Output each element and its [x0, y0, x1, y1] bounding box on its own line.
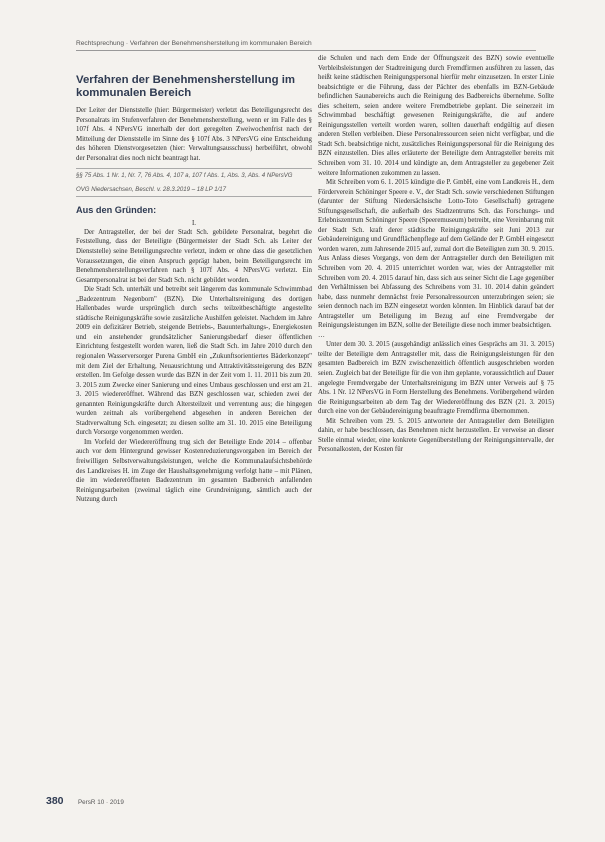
omission-marker: …: [318, 331, 325, 339]
page-number: 380: [46, 795, 64, 807]
body-paragraph: Der Antragsteller, der bei der Stadt Sch. gebildete Personalrat, begehrt die Feststellung, dass der Beteiligte (Bürgermeister der Stadt Sch. als Leiter der Dienststelle) seine Beteiligungsrechte verletzt, indem er ohne dass die gesetzlichen Voraussetzungen, die einen Anspruch geprägt haben, beim Beteiligungsrecht im Benehmensherstellungsverfahren nach § 107f Abs. 4 NPersVG verletzt. Ein Gesamtpersonalrat ist bei der Stadt Sch. nicht gebildet worden.: [76, 228, 312, 284]
page-footer: [46, 791, 124, 809]
body-paragraph: Mit Schreiben vom 6. 1. 2015 kündigte die P. GmbH, eine vom Landkreis H., dem Förderverein Schöninger Speere e. V., der Stadt Sch. sowie verschiedenen Stiftungen (darunter der Stiftung Niedersächsische Lotto-Toto Gesellschaft) getragene Stiftungsgesellschaft, die außerhalb des Stadtzentrums Sch. das Forschungs- und Erlebniszentrum Schöninger Speere (Speeremuseum) betreibt, eine Vereinbarung mit der Stadt Sch. kraft derer städtische Reinigungskräfte seit Juni 2013 zur Gebäudereinigung und Grundflächenpflege auf dem Gelände der P. GmbH eingesetzt worden waren, zum Jahresende 2015 auf, zumal dort die Beteiligten zum 30. 9. 2015. Aus Anlass dieses Vorgangs, von dem der Antragsteller durch den Beteiligten mit Schreiben vom 20. 4. 2015 unterrichtet worden war, wies der Antragsteller mit Schreiben vom 20. 4. 2015 darauf hin, dass sich aus seiner Sicht die Lage gegenüber den Verhältnissen bei Abfassung des Schreibens vom 31. 10. 2014 dahin geändert habe, dass nunmehr demnächst freie Personalressourcen unterzubringen seien; sie seien dennoch nach im BZN eingesetzt worden könnten. Im Hinblick darauf bat der Antragsteller um Beteiligung im Bezug auf eine Fremdvergabe der Reinigungsleistungen im BZN, sollte der Beteiligte diese noch immer beabsichtigen.: [318, 179, 554, 330]
statute-citation: §§ 75 Abs. 1 Nr. 1, Nr. 7, 76 Abs. 4, 107 a, 107 f Abs. 1, Abs. 3, Abs. 4 NPersVG: [76, 168, 312, 181]
lead-paragraph: Der Leiter der Dienststelle (hier: Bürgermeister) verletzt das Beteiligungsrecht des Personalrats im Stufenverfahren der Benehmensherstellung, wenn er im Falle des § 107f Abs. 4 NPersVG innerhalb der dort geregelten Zweiwochenfrist nach der Mitteilung der Dienststelle im Sinne des § 107f Abs. 3 NPersVG eine Entscheidung des höheren Dienstvorgesetzten (hier: Verwaltungsausschuss) herbeiführt, obwohl der Personalrat dies noch nicht beantragt hat.: [76, 107, 312, 162]
body-paragraph: die Schulen und nach dem Ende der Öffnungszeit des BZN) sowie eventuelle Verbleibsleistungen der Stadtreinigung durch Fremdfirmen ausführen zu lassen, das heißt keine städtischen Reinigungspersonal hierfür mehr einzusetzen. In erster Linie beabsichtigte er die Führung, dass der Pächter des ebenfalls im BZN-Gebäude befindlichen Saunabereichs auch die Reinigung des Badbereichs übernehme. Sollte dies scheitern, seien andere weitere Fremdbetriebe geplant. Die seinerzeit im Schwimmbad beschäftigt gewesenen Reinigungskräfte, die auf andere Reinigungsstellen verteilt worden waren, sollten dauerhaft endgültig auf diesen anderen Stellen verbleiben. Diese Personalressourcen seien nicht verfügbar, und die Stadt Sch. beabsichtige nicht, zusätzliches Reinigungspersonal für die Reinigung des BZN einzustellen. Dies alles erläuterte der Beteiligte dem Antragsteller bereits mit Schreiben vom 31. 10. 2014 und kündigte an, dem Antragsteller zu gegebener Zeit weitere Informationen zukommen zu lassen.: [318, 55, 554, 177]
body-paragraph: Mit Schreiben vom 29. 5. 2015 antwortete der Antragsteller dem Beteiligten dahin, er habe beschlossen, das Benehmen nicht herzustellen. Er verweise an dieser Stelle einmal wieder, eine konkrete Gegenüberstellung der Reinigungsintervalle, der Personalkosten, der Kosten für: [318, 417, 554, 454]
body-paragraph: Die Stadt Sch. unterhält und betreibt seit längerem das kommunale Schwimmbad „Badezentrum Negenborn" (BZN). Die Unterhaltsreinigung des dortigen Hallenbades wurde ursprünglich durch sechs teilzeitbeschäftigte angestellte städtische Reinigungskräfte sowie zusätzliche Aushilfen geleistet. Nachdem im Jahre 2009 ein defizitärer Betrieb, steigende Betriebs-, Bauunterhaltungs-, Energiekosten und ein anstehender grundsätzlicher Sanierungsbedarf dieser öffentlichen Einrichtung festgestellt worden waren, ließ die Stadt Sch. im Jahre 2010 durch den regionalen Wasserversorger Purena GmbH ein „Zukunftsorientiertes Bäderkonzept" mit dem Ziel der Erhaltung, Neuausrichtung und Attraktivitätssteigerung des BZN erstellen. Im Gefolge dessen wurde das BZN in der Zeit vom 1. 11. 2011 bis zum 20. 3. 2015 zum Zwecke einer Sanierung und eines Umbaus geschlossen und erst am 21. 3. 2015 wiedereröffnet. Während das BZN geschlossen war, schieden zwei der genannten Reinigungskräfte durch Altersteilzeit und verrentung aus; die hingegen wurden zeitnah als vorübergehend abgesehen in anderen Bereichen der Stadtverwaltung Sch. eingesetzt; zu diesen sollte am 31. 10. 2015 eine Beteiligung durch Vorsorge vorgenommen werden.: [76, 286, 312, 437]
body-paragraph: Im Vorfeld der Wiedereröffnung trug sich der Beteiligte Ende 2014 – offenbar auch vor dem Hintergrund gewisser Kostenreduzierungsvorgaben im Bereich der freiwilligen Selbstverwaltungsleistungen, welche die Kommunalaufsichtsbehörde des Landkreises H. im Zuge der Haushaltsgenehmigung verfolgt hatte – mit Plänen, die im wiedereröffneten Badezentrum im gesamten Badbereich anfallenden Reinigungsarbeiten (zweimal täglich eine Grundreinigung, sämtlich auch der Nutzung durch: [76, 438, 312, 504]
body-paragraph: Unter dem 30. 3. 2015 (ausgehändigt anlässlich eines Gesprächs am 31. 3. 2015) teilte der Beteiligte dem Antragsteller mit, dass die Reinigungsleistungen für den gesamten Badbereich im BZN zwischenzeitlich öffentlich ausgeschrieben worden seien. Zugleich bat der Beteiligte für die von ihm geplante, voraussichtlich auf Dauer angelegte Fremdvergabe der Unterhaltsreinigung im BZN unter Verweis auf § 75 Abs. 1 Nr. 12 NPersVG in Form Herstellung des Benehmens. Vorübergehend würden die Reinigungsarbeiten ab dem Tag der Wiedereröffnung des BZN (21. 3. 2015) durch eine von der Gebäudereinigung beauftragte Fremdfirma übernommen.: [318, 341, 554, 416]
journal-info: PersR 10 · 2019: [77, 799, 124, 806]
right-column: [318, 54, 554, 455]
article-title: Verfahren der Benehmensherstellung im kommunalen Bereich: [76, 74, 296, 99]
section-number: I.: [191, 219, 197, 227]
court-reference: OVG Niedersachsen, Beschl. v. 28.3.2019 – 18 LP 1/17: [76, 186, 312, 197]
section-heading: Aus den Gründen:: [76, 204, 157, 215]
running-head: Rechtsprechung · Verfahren der Benehmensherstellung im kommunalen Bereich: [76, 40, 536, 51]
left-column: [76, 54, 312, 505]
